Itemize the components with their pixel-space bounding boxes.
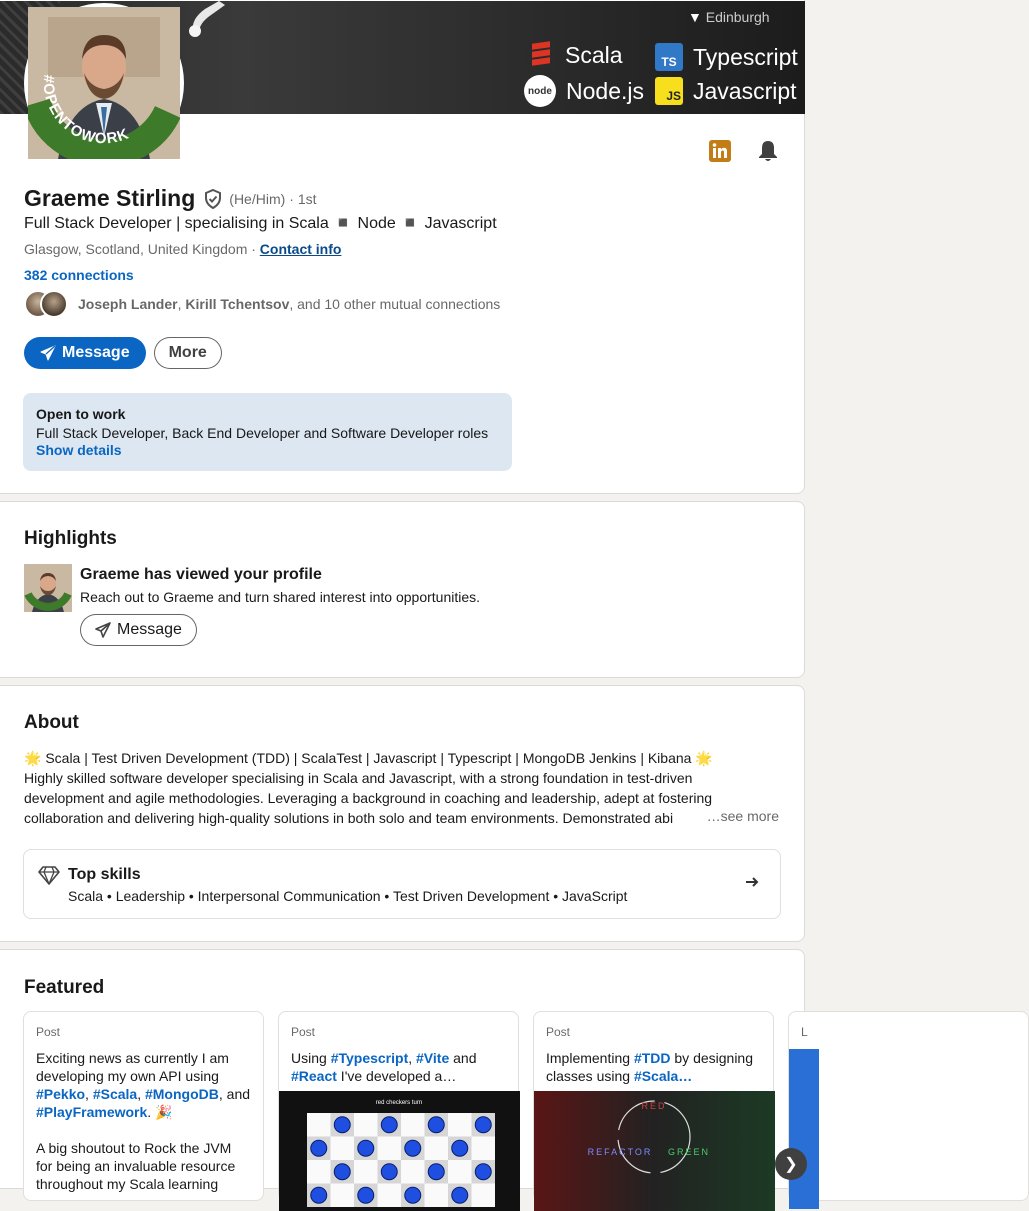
- mutual-separator: ,: [177, 296, 186, 312]
- send-icon: [40, 345, 56, 361]
- hashtag[interactable]: #MongoDB: [144, 1086, 219, 1102]
- post-text: by designing classes using: [546, 1050, 754, 1084]
- featured-post-label: L: [801, 1025, 808, 1039]
- hashtag[interactable]: #TDD: [633, 1050, 671, 1066]
- top-skills-title: Top skills: [68, 866, 141, 883]
- profile-actions: [24, 337, 222, 369]
- board-square: [448, 1113, 472, 1137]
- typescript-logo-icon: TS: [655, 43, 683, 71]
- hashtag[interactable]: #Vite: [416, 1050, 450, 1066]
- board-square: [378, 1184, 402, 1208]
- mutual-connections[interactable]: [24, 290, 500, 318]
- show-details-link[interactable]: Show details: [36, 442, 122, 458]
- profile-photo-image: [28, 7, 180, 159]
- post-text: . 🎉: [147, 1104, 173, 1120]
- board-square: [378, 1137, 402, 1161]
- featured-post-2[interactable]: [278, 1011, 519, 1201]
- message-button-label: Message: [62, 344, 130, 361]
- post-text: Implementing: [546, 1050, 634, 1066]
- open-to-work-badge-text: #OPENTOWORK: [39, 74, 132, 148]
- post-text: I've developed a…: [336, 1068, 457, 1084]
- carousel-next-button[interactable]: [775, 1148, 807, 1180]
- hashtag[interactable]: #Typescript: [330, 1050, 409, 1066]
- tech-typescript-label: Typescript: [693, 43, 798, 70]
- more-button[interactable]: [154, 337, 222, 369]
- about-line: Highly skilled software developer specialising in Scala and Javascript, with a strong foundation in test-driven: [24, 770, 693, 786]
- pronouns: (He/Him): [229, 190, 286, 207]
- post-text: Exciting news as currently I am developing my own API using: [36, 1050, 229, 1084]
- tdd-green-label: GREEN: [667, 1147, 711, 1157]
- board-square: [307, 1160, 331, 1184]
- checker-piece: [428, 1117, 444, 1133]
- verified-shield-icon[interactable]: [203, 189, 223, 209]
- arrow-right-icon: [744, 874, 760, 890]
- highlights-title: Highlights: [24, 528, 117, 549]
- featured-post-4-image: [789, 1049, 819, 1209]
- message-button[interactable]: [24, 337, 146, 369]
- featured-post-text: [546, 1049, 761, 1085]
- highlight-message-button[interactable]: [80, 614, 197, 646]
- hashtag[interactable]: #Scala…: [633, 1068, 693, 1084]
- highlight-item-subtitle: Reach out to Graeme and turn shared interest into opportunities.: [80, 589, 481, 605]
- post-text: , and: [218, 1086, 251, 1102]
- connection-degree: · 1st: [289, 190, 317, 207]
- chevron-right-icon: ❯: [784, 1156, 798, 1173]
- checker-piece: [334, 1117, 350, 1133]
- open-to-work-roles: Full Stack Developer, Back End Developer and Software Developer roles: [36, 425, 489, 441]
- checker-piece: [381, 1117, 397, 1133]
- about-card: [0, 685, 805, 942]
- highlight-message-label: Message: [117, 621, 182, 638]
- banner-location: [688, 9, 770, 25]
- profile-location-row: [24, 241, 341, 257]
- board-square: [307, 1113, 331, 1137]
- tech-nodejs-label: Node.js: [566, 77, 644, 104]
- tech-scala-label: Scala: [565, 41, 623, 68]
- board-square: [401, 1160, 425, 1184]
- diamond-icon: [38, 864, 60, 886]
- tdd-cycle-image: [534, 1091, 775, 1211]
- featured-post-3[interactable]: [533, 1011, 774, 1201]
- send-icon: [95, 622, 111, 638]
- tech-javascript: [655, 77, 797, 105]
- board-square: [448, 1160, 472, 1184]
- highlights-card: [0, 501, 805, 678]
- profile-name: Graeme Stirling: [24, 185, 196, 211]
- checker-piece: [358, 1140, 374, 1156]
- scala-logo-icon: [527, 41, 555, 69]
- post-text: A big shoutout to Rock the JVM for being an invaluable resource throughout my Scala learning: [36, 1140, 236, 1192]
- about-line: development and agile methodologies. Leveraging a background in coaching and leadership, adept at fostering: [24, 790, 713, 806]
- board-square: [472, 1137, 496, 1161]
- featured-post-label: Post: [291, 1025, 316, 1039]
- profile-location: Glasgow, Scotland, United Kingdom ·: [24, 241, 256, 257]
- board-square: [401, 1113, 425, 1137]
- profile-headline: Full Stack Developer | specialising in Scala ◾ Node ◾ Javascript: [24, 215, 497, 232]
- hashtag[interactable]: #Scala: [92, 1086, 138, 1102]
- highlight-item-title: Graeme has viewed your profile: [80, 566, 322, 583]
- featured-post-label: Post: [546, 1025, 571, 1039]
- post-text: ,: [137, 1086, 145, 1102]
- featured-post-text: [291, 1049, 506, 1085]
- board-square: [425, 1184, 449, 1208]
- featured-card: [0, 949, 808, 1192]
- board-square: [425, 1137, 449, 1161]
- highlight-avatar-image: [24, 564, 72, 612]
- checker-piece: [405, 1187, 421, 1203]
- mutual-avatar-2: [40, 290, 68, 318]
- featured-post-label: Post: [36, 1025, 61, 1039]
- featured-post-4[interactable]: [788, 1011, 1029, 1201]
- checkers-caption: red checkers turn: [375, 1100, 423, 1106]
- featured-post-1[interactable]: [23, 1011, 264, 1201]
- featured-title: Featured: [24, 977, 105, 998]
- tdd-refactor-label: REFACTOR: [587, 1147, 653, 1157]
- top-skills-box[interactable]: [23, 849, 781, 919]
- about-line: collaboration and delivering high-quality solutions in both solo and team environments. Demonstrated abi: [24, 810, 674, 826]
- board-square: [354, 1113, 378, 1137]
- earbud-image: [185, 1, 225, 37]
- see-more-button[interactable]: …see more: [699, 808, 779, 824]
- hashtag[interactable]: #React: [291, 1068, 337, 1084]
- board-square: [354, 1160, 378, 1184]
- tech-typescript: [655, 43, 798, 71]
- post-text: ,: [408, 1050, 417, 1066]
- bell-icon[interactable]: [756, 139, 780, 163]
- tdd-red-label: RED: [641, 1101, 667, 1111]
- checker-piece: [358, 1187, 374, 1203]
- contact-info-link[interactable]: Contact info: [259, 241, 342, 257]
- checkers-board-image: [279, 1091, 520, 1211]
- banner-location-text: Edinburgh: [705, 9, 770, 25]
- highlight-avatar[interactable]: [24, 564, 72, 612]
- mutual-name-2: Kirill Tchentsov: [185, 296, 290, 312]
- hashtag[interactable]: #PlayFramework: [36, 1104, 148, 1120]
- board-square: [331, 1137, 355, 1161]
- open-to-work-title: Open to work: [36, 406, 126, 422]
- hashtag[interactable]: #Pekko: [36, 1086, 86, 1102]
- checker-piece: [311, 1140, 327, 1156]
- post-text: Using: [291, 1050, 331, 1066]
- tech-scala: [527, 41, 623, 69]
- open-to-work-box: [23, 393, 512, 471]
- mutual-connections-text: [78, 296, 500, 312]
- board-square: [331, 1184, 355, 1208]
- open-to-work-frame: [28, 7, 180, 159]
- about-title: About: [24, 712, 79, 733]
- javascript-logo-icon: JS: [655, 77, 683, 105]
- profile-photo[interactable]: [24, 3, 184, 163]
- checker-piece: [311, 1187, 327, 1203]
- board-square: [472, 1184, 496, 1208]
- tech-nodejs: [524, 75, 644, 107]
- checker-piece: [452, 1187, 468, 1203]
- post-text: and: [449, 1050, 477, 1066]
- location-pin-icon: ▼: [688, 9, 702, 25]
- about-line: 🌟 Scala | Test Driven Development (TDD) | ScalaTest | Javascript | Typescript | MongoDB Jenkins | Kibana 🌟: [24, 750, 713, 766]
- checker-piece: [428, 1164, 444, 1180]
- tech-javascript-label: Javascript: [693, 77, 797, 104]
- checker-piece: [452, 1140, 468, 1156]
- profile-name-row: [24, 185, 317, 212]
- connections-link[interactable]: 382 connections: [24, 267, 134, 283]
- checker-piece: [475, 1164, 491, 1180]
- checker-piece: [334, 1164, 350, 1180]
- post-text: ,: [85, 1086, 93, 1102]
- featured-post-text: [36, 1049, 251, 1193]
- profile-card: [0, 0, 805, 494]
- nodejs-logo-icon: node: [524, 75, 556, 107]
- linkedin-icon[interactable]: [708, 139, 732, 163]
- checker-piece: [405, 1140, 421, 1156]
- about-text: [24, 748, 782, 828]
- mutual-rest: , and 10 other mutual connections: [289, 296, 501, 312]
- top-skills-list: Scala • Leadership • Interpersonal Communication • Test Driven Development • JavaScript: [68, 888, 628, 904]
- more-button-label: More: [168, 344, 207, 361]
- checker-piece: [381, 1164, 397, 1180]
- checker-piece: [475, 1117, 491, 1133]
- mutual-name-1: Joseph Lander: [78, 296, 178, 312]
